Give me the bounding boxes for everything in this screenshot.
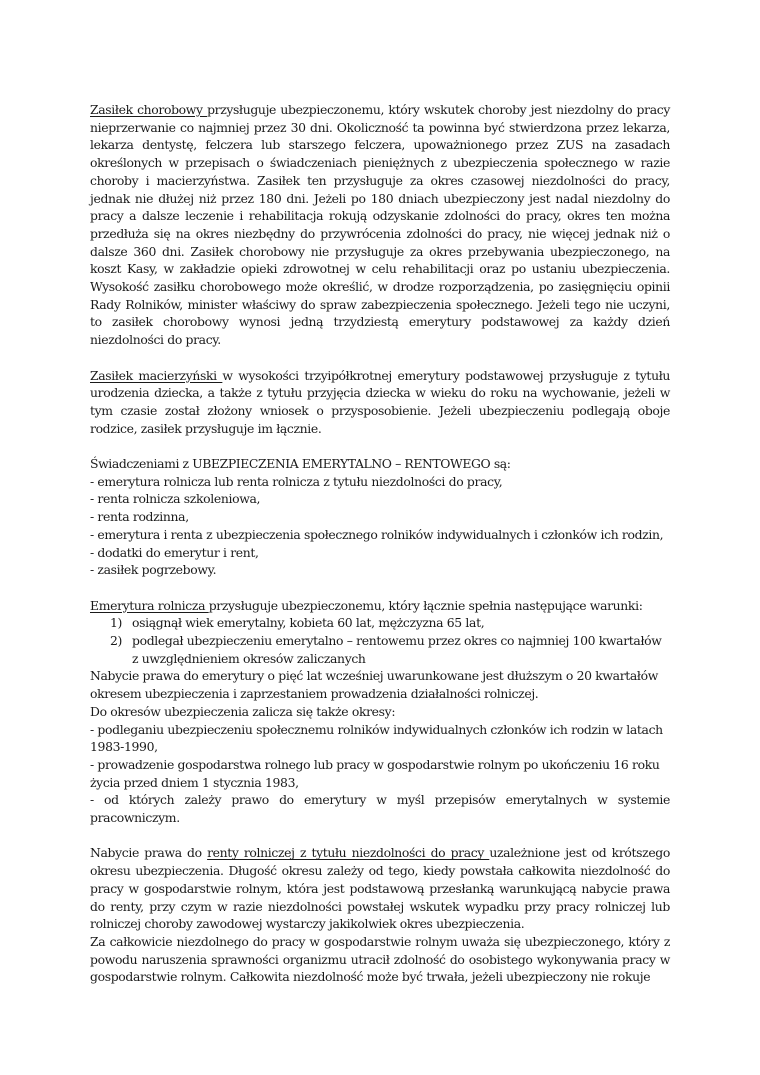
list-item: - renta rolnicza szkoleniowa, <box>90 491 261 507</box>
paragraph-gap <box>90 349 670 367</box>
swiadczenia-intro: Świadczeniami z UBEZPIECZENIA EMERYTALNO – RENTOWEGO są: <box>90 456 511 472</box>
list-item: - dodatki do emerytur i rent, <box>90 544 259 560</box>
paragraph-prefix: Nabycie prawa do <box>90 845 208 861</box>
list-item: - emerytura i renta z ubezpieczenia społecznego rolników indywidualnych i członków ich rodzin, <box>90 526 664 542</box>
paragraph-text: przysługuje ubezpieczonemu, który łącznie spełnia następujące warunki: <box>208 597 643 613</box>
list-item: - zasiłek pogrzebowy. <box>90 562 217 578</box>
okresy-intro: Do okresów ubezpieczenia zalicza się także okresy: <box>90 703 396 719</box>
paragraph-text: uzależnione jest od krótszego okresu ubezpieczenia. Długość okresu zależy od tego, kiedy powstała całkowita niezdolność do pracy w gospodarstwie rolnym, która jest podstawową przesłanką warunkującą nabycie prawa do renty, przy czym w razie niezdolności powstałej wskutek wypadku przy pracy rolniczej lub rolniczej choroby zawodowej wystarczy jakikolwiek okres ubezpieczenia. <box>90 845 670 932</box>
list-item: - podleganiu ubezpieczeniu społecznemu rolników indywidualnych członków ich rodzin w latach 1983-1990, <box>90 721 663 755</box>
paragraph-zasilek-chorobowy <box>90 101 670 349</box>
conditions-list <box>90 614 670 667</box>
paragraph-gap <box>90 579 670 597</box>
term-emerytura-rolnicza: Emerytura rolnicza <box>90 597 209 613</box>
paragraph-niezdolny: Za całkowicie niezdolnego do pracy w gospodarstwie rolnym uważa się ubezpieczonego, który z powodu naruszenia sprawności organizmu utracił zdolność do osobistego wykonywania pracy w gospodarstwie rolnym. Całkowita niezdolność może być trwała, jeżeli ubezpieczony nie rokuje <box>90 933 670 985</box>
paragraph-renta-rolnicza <box>90 844 670 933</box>
term-zasilek-chorobowy: Zasiłek chorobowy <box>90 102 208 117</box>
list-item: - renta rodzinna, <box>90 509 189 525</box>
document-page <box>90 101 670 986</box>
term-zasilek-macierzynski: Zasiłek macierzyński <box>90 367 223 383</box>
list-item: - prowadzenie gospodarstwa rolnego lub pracy w gospodarstwie rolnym po ukończeniu 16 roku życia przed dniem 1 stycznia 1983, <box>90 756 660 790</box>
list-item <box>90 614 670 632</box>
paragraph-gap <box>90 437 670 455</box>
paragraph-gap <box>90 827 670 845</box>
list-text: osiągnął wiek emerytalny, kobieta 60 lat, mężczyzna 65 lat, <box>132 615 485 631</box>
list-number: 1) <box>110 615 123 631</box>
list-number: 2) <box>110 633 123 649</box>
paragraph-text: przysługuje ubezpieczonemu, który wskutek choroby jest niezdolny do pracy nieprzerwanie co najmniej przez 30 dni. Okoliczność ta powinna być stwierdzona przez lekarza, lekarza dentystę, felczera lub starszego felczera, upoważnionego przez ZUS na zasadach określonych w przepisach o świadczeniach pieniężnych z ubezpieczenia społecznego w razie choroby i macierzyństwa. Zasiłek ten przysługuje za okres czasowej niezdolności do pracy, jednak nie dłużej niż przez 180 dni. Jeżeli po 180 dniach ubezpieczony jest nadal niezdolny do pracy a dalsze leczenie i rehabilitacja rokują odzyskanie zdolności do pracy, okres ten można przedłuża się na okres niezbędny do przywrócenia zdolności do pracy, nie więcej jednak niż o dalsze 360 dni. Zasiłek chorobowy nie przysługuje za okres przebywania ubezpieczonego, na koszt Kasy, w zakładzie opieki zdrowotnej w celu rehabilitacji oraz po ustaniu ubezpieczenia. Wysokość zasiłku chorobowego może określić, w drodze rozporządzenia, po zasięgnięciu opinii Rady Rolników, minister właściwy do spraw zabezpieczenia społecznego. Jeżeli tego nie uczyni, to zasiłek chorobowy wynosi jedną trzydziestą emerytury podstawowej za każdy dzień niezdolności do pracy. <box>90 102 670 348</box>
list-text: podlegał ubezpieczeniu emerytalno – rentowemu przez okres co najmniej 100 kwartałów z uwzględnieniem okresów zaliczanych <box>132 633 662 666</box>
list-item <box>90 632 670 667</box>
list-item: - od których zależy prawo do emerytury w myśl przepisów emerytalnych w systemie pracowniczym. <box>90 792 670 826</box>
list-item: - emerytura rolnicza lub renta rolnicza z tytułu niezdolności do pracy, <box>90 473 503 489</box>
paragraph-nabycie: Nabycie prawa do emerytury o pięć lat wcześniej uwarunkowane jest dłuższym o 20 kwartałów okresem ubezpieczenia i zaprzestaniem prowadzenia działalności rolniczej. <box>90 668 658 702</box>
paragraph-emerytura-rolnicza <box>90 597 670 615</box>
term-renta-rolnicza: renty rolniczej z tytułu niezdolności do pracy <box>207 845 490 861</box>
paragraph-zasilek-macierzynski <box>90 367 670 438</box>
paragraph-text: w wysokości trzyipółkrotnej emerytury podstawowej przysługuje z tytułu urodzenia dziecka, a także z tytułu przyjęcia dziecka w wieku do roku na wychowanie, jeżeli w tym czasie został złożony wniosek o przysposobienie. Jeżeli ubezpieczeniu podlegają oboje rodzice, zasiłek przysługuje im łącznie. <box>90 367 670 436</box>
